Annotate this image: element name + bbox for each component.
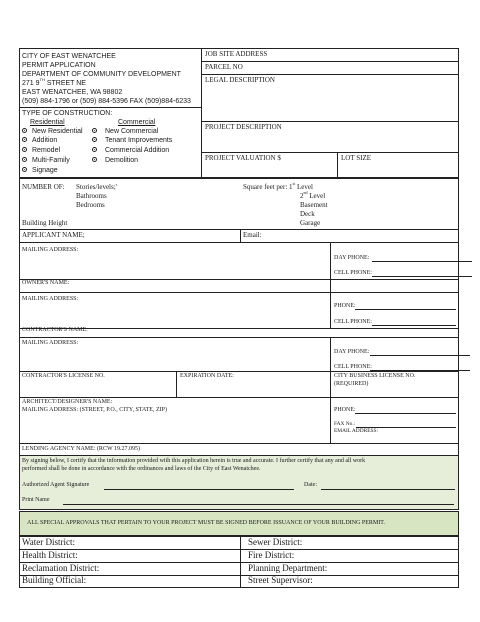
legal-description-label: LEGAL DESCRIPTION	[205, 76, 275, 84]
project-description-label: PROJECT DESCRIPTION	[205, 123, 282, 131]
date-label: Date:	[304, 482, 317, 488]
approvals-banner-text: ALL SPECIAL APPROVALS THAT PERTAIN TO YOUR PROJECT MUST BE SIGNED BEFORE ISSUANCE OF YOUR BUILDING PERMIT.	[27, 520, 385, 526]
signature-label: Authorized Agent Signature	[22, 482, 90, 488]
date-line[interactable]	[321, 489, 455, 490]
architect-email-label: EMAIL ADDRESS:	[334, 428, 378, 434]
parcel-no-label: PARCEL NO	[205, 63, 243, 71]
option-commercial-addition: Commercial Addition	[105, 147, 170, 154]
city-name: CITY OF EAST WENATCHEE	[22, 53, 116, 60]
sqft-deck-label: Deck	[300, 210, 315, 218]
option-new-residential: New Residential	[32, 128, 83, 135]
print-name-line[interactable]	[63, 504, 454, 505]
reclamation-district-label: Reclamation District:	[22, 563, 100, 573]
street-supervisor-label: Street Supervisor:	[248, 575, 313, 585]
bathrooms-label: Bathrooms	[76, 192, 107, 200]
radio-tenant-improvements[interactable]	[92, 137, 97, 142]
applicant-name-label: APPLICANT NAME;	[22, 231, 85, 239]
owner-mailing-label: MAILING ADDRESS:	[22, 296, 79, 302]
owner-phone-line[interactable]	[355, 309, 456, 310]
applicant-mailing-label: MAILING ADDRESS:	[22, 247, 79, 253]
owner-phone-label: PHONE:	[334, 303, 356, 309]
lot-size-label: LOT SIZE	[341, 154, 372, 162]
bedrooms-label: Bedrooms	[76, 201, 105, 209]
phone-fax-line: (509) 884-1796 or (509) 884-5396 FAX (509)884-6233	[22, 98, 191, 105]
building-official-label: Building Official:	[22, 575, 87, 585]
option-tenant-improvements: Tenant Improvements	[105, 137, 173, 144]
radio-addition[interactable]	[22, 137, 27, 142]
residential-heading: Residential	[30, 119, 65, 126]
option-remodel: Remodel	[32, 147, 61, 154]
contractor-name-label: CONTRACTOR'S NAME:	[22, 327, 88, 333]
option-multi-family: Multi-Family	[32, 157, 70, 164]
contractor-day-phone-line[interactable]	[370, 355, 470, 356]
sqft-first-level-label: Square feet per: 1st Level	[243, 181, 313, 191]
radio-demolition[interactable]	[92, 157, 97, 162]
architect-phone-line[interactable]	[355, 413, 456, 414]
signature-line[interactable]	[104, 489, 294, 490]
city-business-license-label: CITY BUSINESS LICENSE NO.	[334, 373, 416, 379]
architect-fax-label: FAX No.:	[334, 421, 356, 427]
department-name: DEPARTMENT OF COMMUNITY DEVELOPMENT	[22, 71, 181, 78]
form-title: PERMIT APPLICATION	[22, 62, 96, 69]
commercial-heading: Commercial	[118, 119, 156, 126]
contractor-day-phone-label: DAY PHONE:	[334, 349, 370, 355]
job-site-address-label: JOB SITE ADDRESS	[205, 50, 268, 58]
construction-type-title: TYPE OF CONSTRUCTION:	[22, 110, 113, 117]
architect-mailing-label: MAILING ADDRESS: (STREET, P.O., CITY, STATE, ZIP)	[22, 407, 167, 413]
option-signage: Signage	[32, 167, 58, 174]
sqft-second-level-label: 2nd Level	[300, 190, 326, 200]
sqft-basement-label: Basement	[300, 201, 328, 209]
owner-cell-phone-label: CELL PHONE:	[334, 319, 372, 325]
radio-remodel[interactable]	[22, 147, 27, 152]
sewer-district-label: Sewer District:	[248, 537, 303, 547]
owner-name-label: OWNER'S NAME:	[22, 280, 70, 286]
building-height-label: Building Height	[22, 219, 68, 227]
architect-name-label: ARCHITECT/DESIGNER'S NAME:	[22, 399, 113, 405]
radio-new-residential[interactable]	[22, 128, 27, 133]
water-district-label: Water District:	[22, 537, 76, 547]
option-demolition: Demolition	[105, 157, 139, 164]
radio-commercial-addition[interactable]	[92, 147, 97, 152]
radio-multi-family[interactable]	[22, 157, 27, 162]
contractor-cell-phone-label: CELL PHONE:	[334, 364, 372, 370]
contractor-mailing-label: MAILING ADDRESS:	[22, 340, 79, 346]
city-state-zip: EAST WENATCHEE, WA 98802	[22, 89, 123, 96]
fire-district-label: Fire District:	[248, 550, 295, 560]
radio-signage[interactable]	[22, 167, 27, 172]
certification-text-line2: performed shall be done in accordance with the ordinances and laws of the City of East Wenatchee.	[22, 466, 261, 472]
applicant-cell-phone-line[interactable]	[372, 276, 472, 277]
health-district-label: Health District:	[22, 550, 78, 560]
expiration-date-label: EXPIRATION DATE:	[180, 373, 234, 379]
lending-agency-label: LENDING AGENCY NAME: (RCW 19.27.095)	[22, 446, 140, 452]
print-name-label: Print Name	[22, 497, 50, 503]
applicant-email-label: Email:	[243, 231, 262, 239]
applicant-cell-phone-label: CELL PHONE:	[334, 270, 372, 276]
option-addition: Addition	[32, 137, 58, 144]
architect-phone-label: PHONE:	[334, 407, 356, 413]
stories-label: Stories/levels;'	[76, 183, 117, 191]
radio-new-commercial[interactable]	[92, 128, 97, 133]
owner-cell-phone-line[interactable]	[372, 325, 456, 326]
number-of-label: NUMBER OF:	[22, 183, 65, 191]
applicant-day-phone-line[interactable]	[372, 261, 472, 262]
applicant-day-phone-label: DAY PHONE:	[334, 255, 370, 261]
sqft-garage-label: Garage	[300, 219, 321, 227]
option-new-commercial: New Commercial	[105, 128, 159, 135]
street-address: 271 9TH STREET NE	[22, 77, 86, 87]
certification-text-line1: By signing below, I certify that the information provided with this application herein is true and accurate. I further certify that any and all work	[22, 458, 366, 464]
project-valuation-label: PROJECT VALUATION $	[205, 154, 281, 162]
contractor-license-label: CONTRACTOR'S LICENSE NO.	[22, 373, 105, 379]
planning-department-label: Planning Department:	[248, 563, 328, 573]
city-business-license-required: (REQUIRED)	[334, 381, 369, 387]
